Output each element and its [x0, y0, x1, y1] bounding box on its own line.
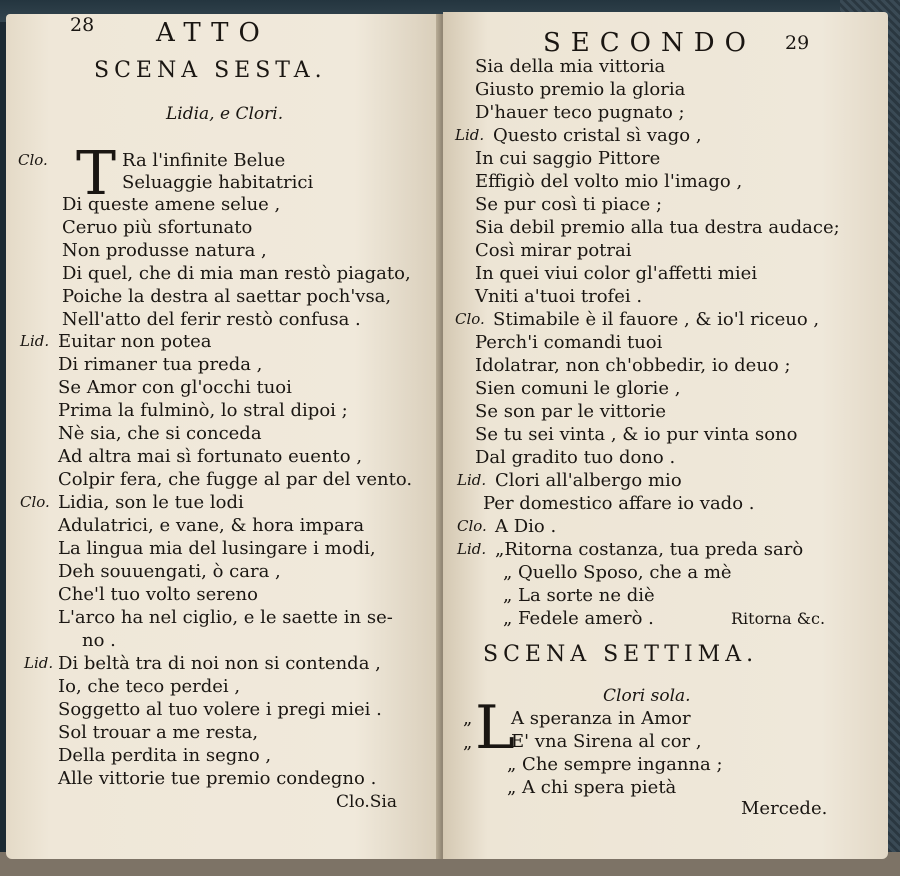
verse-line: Sia della mia vittoria — [475, 56, 666, 77]
verse-line: Euitar non potea — [58, 331, 212, 352]
speaker-label: Clo. — [20, 493, 50, 511]
verse-line: Perch'i comandi tuoi — [475, 332, 663, 353]
verse-line: L'arco ha nel ciglio, e le saette in se- — [58, 607, 393, 628]
verse-line: Sien comuni le glorie , — [475, 378, 681, 399]
verse-line: Stimabile è il fauore , & io'l riceuo , — [493, 309, 820, 330]
drop-cap-right: L — [475, 693, 515, 763]
verse-line: „Ritorna costanza, tua preda sarò — [495, 539, 804, 560]
verse-line: D'hauer teco pugnato ; — [475, 102, 685, 123]
verse-line: In quei viui color gl'affetti miei — [475, 263, 758, 284]
speaker-label: Lid. — [457, 471, 487, 489]
verse-line: Ceruo più sfortunato — [62, 217, 253, 238]
verse-line: Di queste amene selue , — [62, 194, 281, 215]
verse-line: Idolatrar, non ch'obbedir, io deuo ; — [475, 355, 791, 376]
aria-line: A speranza in Amor — [511, 708, 691, 729]
refrain-cue: Ritorna &c. — [731, 609, 826, 628]
running-head-right: SECONDO — [543, 28, 756, 58]
speaker-label: Clo. — [18, 151, 48, 169]
left-page — [6, 14, 442, 859]
verse-line: Clori all'albergo mio — [495, 470, 682, 491]
verse-line: Nè sia, che si conceda — [58, 423, 262, 444]
verse-line: Lidia, son le tue lodi — [58, 492, 244, 513]
verse-line: Sia debil premio alla tua destra audace; — [475, 217, 840, 238]
verse-line: Prima la fulminò, lo stral dipoi ; — [58, 400, 348, 421]
speaker-label: Clo. — [455, 310, 485, 328]
verse-line: Sol trouar a me resta, — [58, 722, 259, 743]
verse-line: Di beltà tra di noi non si contenda , — [58, 653, 381, 674]
cast-list-right: Clori sola. — [603, 686, 691, 706]
verse-line: Di rimaner tua preda , — [58, 354, 263, 375]
catchword-left: Clo.Sia — [336, 792, 398, 812]
verse-line: Se son par le vittorie — [475, 401, 667, 422]
verse-line: Effigiò del volto mio l'imago , — [475, 171, 743, 192]
speaker-label: Lid. — [457, 540, 487, 558]
aria-line: E' vna Sirena al cor , — [511, 731, 702, 752]
verse-line: Alle vittorie tue premio condegno . — [58, 768, 377, 789]
verse-line: A Dio . — [495, 516, 557, 537]
verse-line: „ Fedele amerò . — [503, 608, 654, 629]
verse-line: La lingua mia del lusingare i modi, — [58, 538, 376, 559]
verse-line: Per domestico affare io vado . — [483, 493, 755, 514]
verse-line: Colpir fera, che fugge al par del vento. — [58, 469, 413, 490]
verse-line: Poiche la destra al saettar poch'vsa, — [62, 286, 392, 307]
quote-mark: „ — [463, 732, 473, 753]
speaker-label: Lid. — [455, 126, 485, 144]
verse-line: Nell'atto del ferir restò confusa . — [62, 309, 361, 330]
verse-line: Adulatrici, e vane, & hora impara — [58, 515, 365, 536]
quote-mark: „ — [463, 708, 473, 729]
verse-line: Così mirar potrai — [475, 240, 632, 261]
verse-line: Questo cristal sì vago , — [493, 125, 702, 146]
verse-line: Io, che teco perdei , — [58, 676, 241, 697]
aria-line: „ Che sempre inganna ; — [507, 754, 723, 775]
page-number-right: 29 — [785, 32, 810, 54]
catchword-right: Mercede. — [741, 798, 828, 819]
cast-list-left: Lidia, e Clori. — [166, 104, 284, 124]
speaker-label: Clo. — [457, 517, 487, 535]
verse-line: Ad altra mai sì fortunato euento , — [58, 446, 363, 467]
verse-line: Seluaggie habitatrici — [122, 172, 314, 193]
verse-line: Se pur così ti piace ; — [475, 194, 663, 215]
running-head-left: ATTO — [156, 18, 270, 48]
verse-line: Vniti a'tuoi trofei . — [475, 286, 643, 307]
aria-line: „ A chi spera pietà — [507, 777, 677, 798]
verse-line: In cui saggio Pittore — [475, 148, 661, 169]
page-number-left: 28 — [70, 14, 95, 36]
verse-line: „ La sorte ne diè — [503, 585, 655, 606]
verse-line: Dal gradito tuo dono . — [475, 447, 676, 468]
scene-title-left: SCENA SESTA. — [94, 58, 327, 83]
drop-cap-left: T — [76, 139, 117, 209]
verse-line: Non produsse natura , — [62, 240, 267, 261]
verse-line: „ Quello Sposo, che a mè — [503, 562, 732, 583]
speaker-label: Lid. — [24, 654, 54, 672]
verse-line: Soggetto al tuo volere i pregi miei . — [58, 699, 382, 720]
verse-line: Se tu sei vinta , & io pur vinta sono — [475, 424, 798, 445]
scene-title-right: SCENA SETTIMA. — [483, 642, 759, 667]
verse-line: Che'l tuo volto sereno — [58, 584, 258, 605]
speaker-label: Lid. — [20, 332, 50, 350]
verse-line: no . — [82, 630, 116, 651]
verse-line: Deh souuengati, ò cara , — [58, 561, 281, 582]
verse-line: Di quel, che di mia man restò piagato, — [62, 263, 411, 284]
verse-line: Se Amor con gl'occhi tuoi — [58, 377, 292, 398]
verse-line: Ra l'infinite Belue — [122, 150, 286, 171]
right-page — [443, 12, 888, 859]
verse-line: Della perdita in segno , — [58, 745, 272, 766]
verse-line: Giusto premio la gloria — [475, 79, 686, 100]
